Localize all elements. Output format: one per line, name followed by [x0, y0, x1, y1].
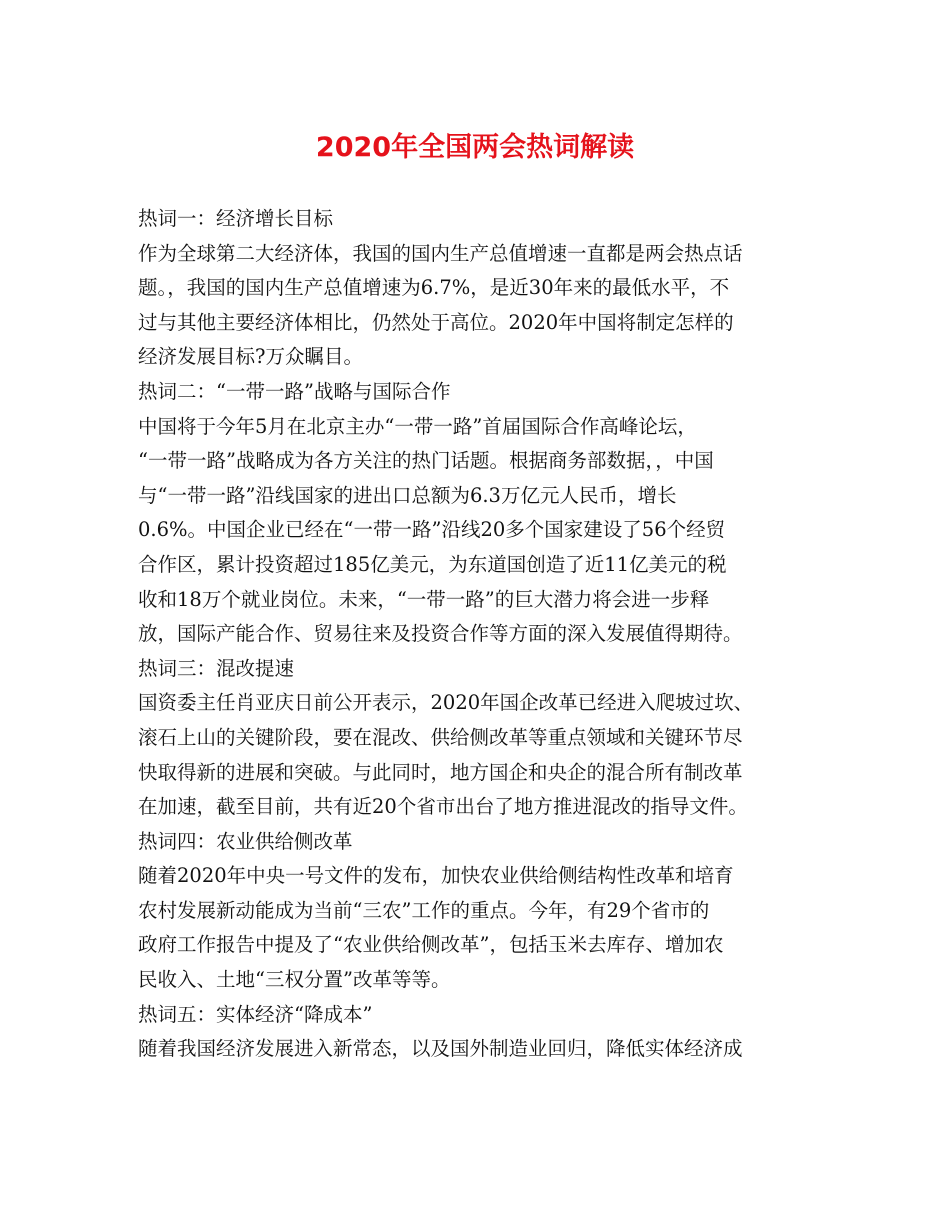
paragraph-line: “一带一路”战略成为各方关注的热门话题。根据商务部数据，，中国 — [138, 449, 714, 473]
paragraph-line: 随着我国经济发展进入新常态，以及国外制造业回归，降低实体经济成 — [138, 1037, 743, 1061]
paragraph-line: 国资委主任肖亚庆日前公开表示，2020年国企改革已经进入爬坡过坎、 — [138, 691, 754, 715]
paragraph-line: 滚石上山的关键阶段，要在混改、供给侧改革等重点领域和关键环节尽 — [138, 725, 743, 749]
document-title: 2020年全国两会热词解读 — [315, 132, 635, 163]
paragraph-line: 题。，我国的国内生产总值增速为6.7%，是近30年来的最低水平，不 — [138, 276, 730, 300]
paragraph-line: 作为全球第二大经济体，我国的国内生产总值增速一直都是两会热点话 — [138, 241, 743, 265]
paragraph-line: 合作区，累计投资超过185亿美元，为东道国创造了近11亿美元的税 — [138, 552, 727, 576]
paragraph-line: 随着2020年中央一号文件的发布，加快农业供给侧结构性改革和培育 — [138, 864, 734, 888]
paragraph-line: 0.6%。中国企业已经在“一带一路”沿线20多个国家建设了56个经贸 — [138, 518, 726, 542]
heading-hotword-5: 热词五：实体经济“降成本” — [138, 1002, 373, 1026]
heading-hotword-3: 热词三：混改提速 — [138, 656, 295, 680]
heading-hotword-2: 热词二：“一带一路”战略与国际合作 — [138, 379, 451, 403]
paragraph-line: 快取得新的进展和突破。与此同时，地方国企和央企的混合所有制改革 — [138, 760, 743, 784]
paragraph-line: 政府工作报告中提及了“农业供给侧改革”，包括玉米去库存、增加农 — [138, 933, 724, 957]
paragraph-line: 收和18万个就业岗位。未来，“一带一路”的巨大潜力将会进一步释 — [138, 587, 710, 611]
paragraph-line: 农村发展新动能成为当前“三农”工作的重点。今年，有29个省市的 — [138, 898, 710, 922]
paragraph-line: 中国将于今年5月在北京主办“一带一路”首届国际合作高峰论坛， — [138, 414, 697, 438]
paragraph-line: 在加速，截至目前，共有近20个省市出台了地方推进混改的指导文件。 — [138, 795, 748, 819]
paragraph-line: 放，国际产能合作、贸易往来及投资合作等方面的深入发展值得期待。 — [138, 622, 743, 646]
paragraph-line: 过与其他主要经济体相比，仍然处于高位。2020年中国将制定怎样的 — [138, 310, 734, 334]
heading-hotword-4: 热词四：农业供给侧改革 — [138, 829, 353, 853]
document-body — [138, 202, 814, 1067]
paragraph-line: 与“一带一路”沿线国家的进出口总额为6.3万亿元人民币，增长 — [138, 483, 677, 507]
heading-hotword-1: 热词一：经济增长目标 — [138, 207, 334, 230]
paragraph-line: 经济发展目标?万众瞩目。 — [138, 345, 363, 369]
paragraph-line: 民收入、土地“三权分置”改革等等。 — [138, 968, 451, 992]
